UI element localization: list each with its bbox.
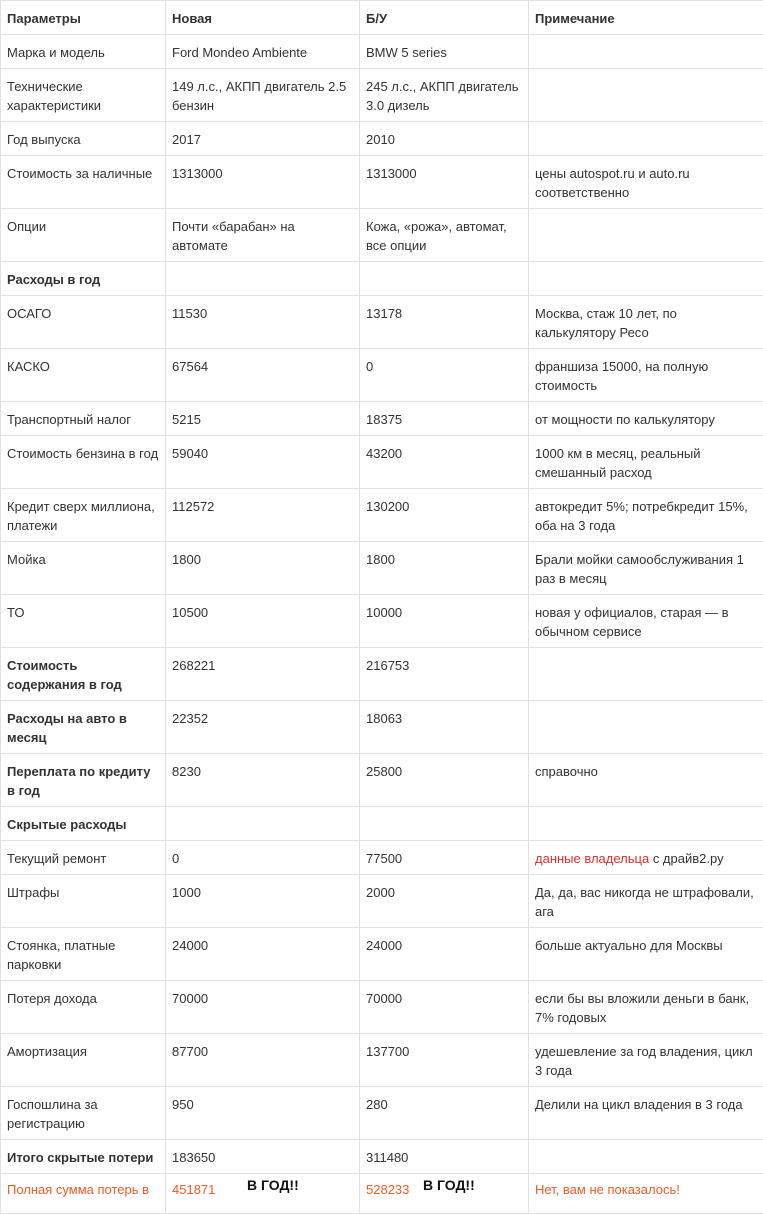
row-new: 950 <box>166 1087 360 1140</box>
row-used: 216753 <box>360 648 529 701</box>
total-row <box>1 1174 763 1214</box>
table-row <box>1 402 763 436</box>
row-new: 183650 <box>166 1140 360 1174</box>
row-new: 8230 <box>166 754 360 807</box>
row-note: новая у официалов, старая — в обычном сервисе <box>529 595 763 648</box>
row-param: ТО <box>1 595 166 648</box>
row-note <box>529 262 763 296</box>
row-param: Штрафы <box>1 875 166 928</box>
row-new: 149 л.с., АКПП двигатель 2.5 бензин <box>166 69 360 122</box>
row-used: 18375 <box>360 402 529 436</box>
header-note: Примечание <box>529 1 763 35</box>
header-used: Б/У <box>360 1 529 35</box>
row-note <box>529 35 763 69</box>
row-new: 59040 <box>166 436 360 489</box>
table-row <box>1 122 763 156</box>
row-param: Расходы на авто в месяц <box>1 701 166 754</box>
table-row <box>1 35 763 69</box>
row-new: 1800 <box>166 542 360 595</box>
row-used: 311480 <box>360 1140 529 1174</box>
row-param: Мойка <box>1 542 166 595</box>
row-note: от мощности по калькулятору <box>529 402 763 436</box>
row-param: Переплата по кредиту в год <box>1 754 166 807</box>
header-row <box>1 1 763 35</box>
row-used <box>360 807 529 841</box>
row-used: 245 л.с., АКПП двигатель 3.0 дизель <box>360 69 529 122</box>
section-row <box>1 807 763 841</box>
table-row <box>1 595 763 648</box>
row-note: Да, да, вас никогда не штрафовали, ага <box>529 875 763 928</box>
row-param: Текущий ремонт <box>1 841 166 875</box>
row-note <box>529 69 763 122</box>
row-used: 2010 <box>360 122 529 156</box>
row-param: Итого скрытые потери <box>1 1140 166 1174</box>
row-new: 1000 <box>166 875 360 928</box>
row-note: удешевление за год владения, цикл 3 года <box>529 1034 763 1087</box>
table-row <box>1 69 763 122</box>
row-param: Госпошлина за регистрацию <box>1 1087 166 1140</box>
table-row <box>1 209 763 262</box>
row-used: 13178 <box>360 296 529 349</box>
row-note: больше актуально для Москвы <box>529 928 763 981</box>
row-used: Кожа, «рожа», автомат, все опции <box>360 209 529 262</box>
row-new <box>166 262 360 296</box>
row-param: Опции <box>1 209 166 262</box>
row-note: франшиза 15000, на полную стоимость <box>529 349 763 402</box>
row-new: 2017 <box>166 122 360 156</box>
row-note: 1000 км в месяц, реальный смешанный расход <box>529 436 763 489</box>
row-note: цены autospot.ru и auto.ru соответственно <box>529 156 763 209</box>
row-used: 1313000 <box>360 156 529 209</box>
row-note: справочно <box>529 754 763 807</box>
table-row <box>1 296 763 349</box>
row-used: 70000 <box>360 981 529 1034</box>
table-row <box>1 542 763 595</box>
total-new: 451871 <box>166 1174 360 1214</box>
table-row <box>1 701 763 754</box>
row-note <box>529 1140 763 1174</box>
row-new: 112572 <box>166 489 360 542</box>
row-new: 1313000 <box>166 156 360 209</box>
total-used: 528233 <box>360 1174 529 1214</box>
row-param: Марка и модель <box>1 35 166 69</box>
row-param: Стоимость за наличные <box>1 156 166 209</box>
row-new: Почти «барабан» на автомате <box>166 209 360 262</box>
row-param: Стоимость бензина в год <box>1 436 166 489</box>
table-row <box>1 928 763 981</box>
row-note: Москва, стаж 10 лет, по калькулятору Ресо <box>529 296 763 349</box>
row-new: 70000 <box>166 981 360 1034</box>
row-used: BMW 5 series <box>360 35 529 69</box>
row-new: 268221 <box>166 648 360 701</box>
row-param: Амортизация <box>1 1034 166 1087</box>
row-new: 10500 <box>166 595 360 648</box>
row-note <box>529 701 763 754</box>
per-year-label-used: В ГОД!! <box>423 1177 475 1193</box>
row-note: Брали мойки самообслуживания 1 раз в месяц <box>529 542 763 595</box>
owner-data-link[interactable]: данные владельца <box>535 851 649 866</box>
row-note: Делили на цикл владения в 3 года <box>529 1087 763 1140</box>
row-new: Ford Mondeo Ambiente <box>166 35 360 69</box>
table-row <box>1 349 763 402</box>
row-param: Технические характеристики <box>1 69 166 122</box>
row-new: 22352 <box>166 701 360 754</box>
row-note <box>529 807 763 841</box>
total-note: Нет, вам не показалось! <box>529 1174 763 1214</box>
row-used <box>360 262 529 296</box>
table-row <box>1 841 763 875</box>
row-param: Стоянка, платные парковки <box>1 928 166 981</box>
header-params: Параметры <box>1 1 166 35</box>
header-new: Новая <box>166 1 360 35</box>
table-row <box>1 1087 763 1140</box>
row-used: 137700 <box>360 1034 529 1087</box>
row-used: 25800 <box>360 754 529 807</box>
row-new: 0 <box>166 841 360 875</box>
row-note <box>529 841 763 875</box>
row-new: 24000 <box>166 928 360 981</box>
table-row <box>1 156 763 209</box>
row-new: 11530 <box>166 296 360 349</box>
row-param: Год выпуска <box>1 122 166 156</box>
row-used: 24000 <box>360 928 529 981</box>
table-row <box>1 436 763 489</box>
table-row <box>1 875 763 928</box>
section-row <box>1 262 763 296</box>
row-param: Кредит сверх миллиона, платежи <box>1 489 166 542</box>
row-used: 130200 <box>360 489 529 542</box>
row-used: 43200 <box>360 436 529 489</box>
total-param: Полная сумма потерь в <box>1 1174 166 1214</box>
per-year-label-new: В ГОД!! <box>247 1177 299 1193</box>
row-new: 67564 <box>166 349 360 402</box>
table-row <box>1 981 763 1034</box>
row-param: Транспортный налог <box>1 402 166 436</box>
row-new: 5215 <box>166 402 360 436</box>
row-note: если бы вы вложили деньги в банк, 7% годовых <box>529 981 763 1034</box>
row-used: 18063 <box>360 701 529 754</box>
row-note <box>529 209 763 262</box>
row-note: автокредит 5%; потребкредит 15%, оба на 3 года <box>529 489 763 542</box>
row-param: Стоимость содержания в год <box>1 648 166 701</box>
section-title: Скрытые расходы <box>1 807 166 841</box>
table-row <box>1 754 763 807</box>
row-used: 10000 <box>360 595 529 648</box>
row-used: 280 <box>360 1087 529 1140</box>
row-used: 2000 <box>360 875 529 928</box>
table-row <box>1 489 763 542</box>
row-note-suffix: с драйв2.ру <box>649 851 723 866</box>
row-note <box>529 648 763 701</box>
row-used: 77500 <box>360 841 529 875</box>
row-new <box>166 807 360 841</box>
row-param: ОСАГО <box>1 296 166 349</box>
row-param: Потеря дохода <box>1 981 166 1034</box>
table-row <box>1 648 763 701</box>
row-param: КАСКО <box>1 349 166 402</box>
row-note <box>529 122 763 156</box>
row-used: 0 <box>360 349 529 402</box>
row-new: 87700 <box>166 1034 360 1087</box>
table-row <box>1 1034 763 1087</box>
section-title: Расходы в год <box>1 262 166 296</box>
table-row <box>1 1140 763 1174</box>
row-used: 1800 <box>360 542 529 595</box>
